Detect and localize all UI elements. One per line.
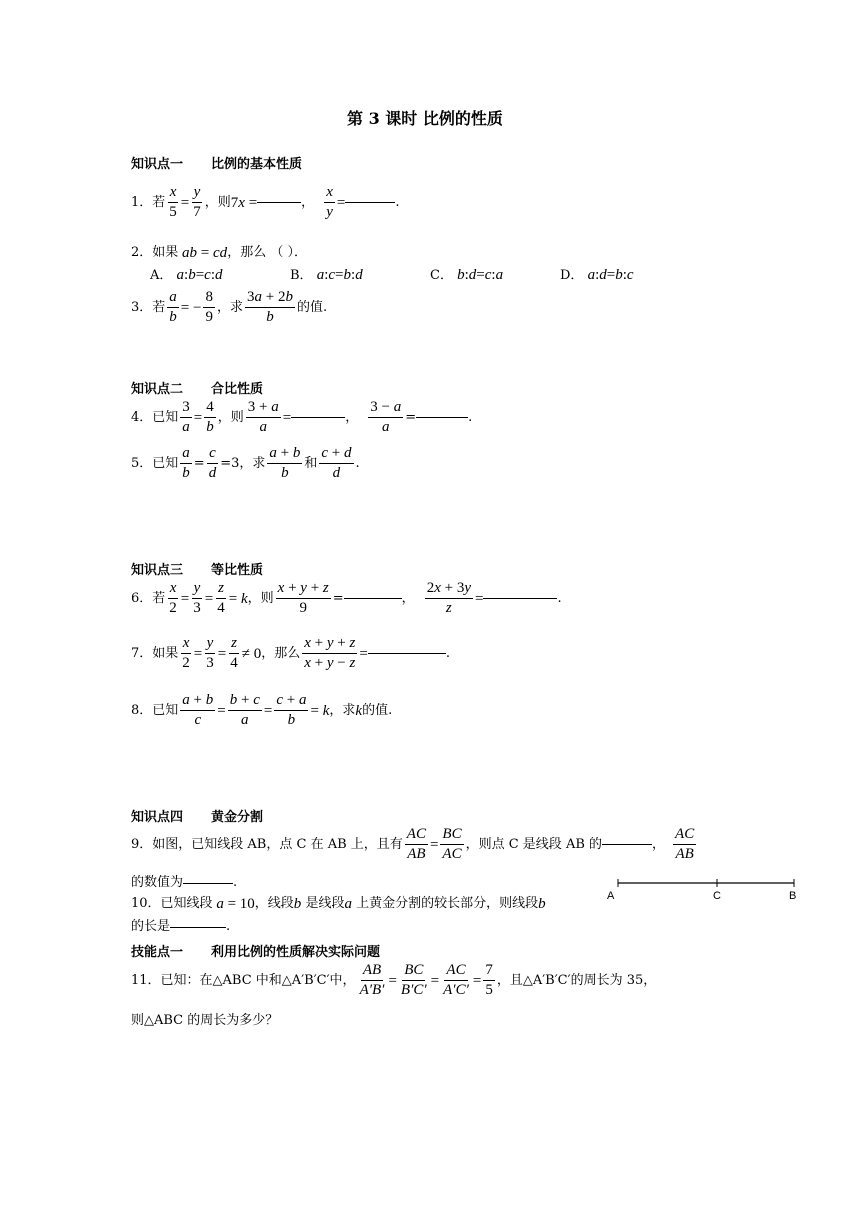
question-2-options bbox=[150, 266, 634, 285]
question-text: ，求 bbox=[216, 299, 243, 315]
section-heading-5 bbox=[131, 941, 380, 960]
question-text: 上黄金分割的较长部分，则线段 bbox=[356, 896, 539, 911]
point-label-b: B bbox=[789, 890, 797, 902]
question-text: ，则点 C 是线段 AB 的 bbox=[465, 836, 603, 852]
question-number: 10． bbox=[131, 896, 161, 911]
question-text: ，求 bbox=[329, 702, 356, 718]
option-a[interactable]: A． a:b=c:d bbox=[150, 267, 223, 283]
section-number: 知识点二 bbox=[131, 382, 184, 397]
section-name: 合比性质 bbox=[211, 382, 264, 397]
question-text: ，则 bbox=[217, 409, 244, 425]
question-number: 8． bbox=[131, 702, 153, 718]
question-text: ，则 bbox=[247, 590, 274, 606]
question-text: 若 bbox=[152, 194, 166, 210]
question-7: 7． 如果 $\frac{x}{2}$ = $\frac{y}{3}$ = $\frac{z}{4}$ ≠ 0 ，那么 $\frac{x + y + z}{x + y - z}$ = . bbox=[131, 635, 450, 671]
option-c[interactable]: C． b:d=c:a bbox=[430, 267, 504, 283]
question-number: 2． bbox=[131, 245, 153, 260]
question-text: 已知：在△ABC 中和△A′B′C′中， bbox=[160, 972, 356, 988]
question-number: 5． bbox=[131, 455, 153, 471]
question-text: 已知 bbox=[152, 409, 179, 425]
question-number: 1． bbox=[131, 194, 153, 210]
question-text: ，且△A′B′C′的周长为 35， bbox=[496, 972, 657, 988]
segment-figure bbox=[600, 872, 810, 906]
section-heading-1 bbox=[131, 153, 302, 172]
answer-blank[interactable] bbox=[183, 883, 233, 884]
question-text: 的值. bbox=[362, 702, 393, 718]
question-9-line-2: 的数值为 . bbox=[131, 875, 238, 890]
answer-blank[interactable] bbox=[483, 598, 557, 599]
section-name: 等比性质 bbox=[211, 563, 264, 578]
section-name: 利用比例的性质解决实际问题 bbox=[211, 945, 381, 960]
question-text: 如图，已知线段 AB，点 C 在 AB 上，且有 bbox=[152, 836, 403, 852]
question-text: 的数值为 bbox=[131, 875, 184, 890]
answer-blank[interactable] bbox=[602, 844, 652, 845]
question-4: 4． 已知 $\frac{3}{a}$ = $\frac{4}{b}$ ，则 $\frac{3 + a}{a}$ = ， $\frac{3 - a}{a}$ = . bbox=[131, 399, 473, 435]
question-8: 8． 已知 $\frac{a + b}{c}$ = $\frac{b + c}{a}$ = $\frac{c + a}{b}$ = k ，求 k 的值. bbox=[131, 692, 393, 728]
question-text: ， bbox=[301, 194, 315, 210]
section-name: 比例的基本性质 bbox=[211, 157, 303, 172]
question-text: 和 bbox=[304, 455, 318, 471]
question-number: 7． bbox=[131, 645, 153, 661]
question-text: 已知 bbox=[152, 455, 179, 471]
question-number: 6． bbox=[131, 590, 153, 606]
answer-blank[interactable] bbox=[170, 927, 226, 928]
section-number: 知识点一 bbox=[131, 157, 184, 172]
question-text: ，那么 （ ）． bbox=[227, 245, 307, 260]
question-9: 9． 如图，已知线段 AB，点 C 在 AB 上，且有 $\frac{AC}{AB}$ = $\frac{BC}{AC}$ ，则点 C 是线段 AB 的 ， $\frac{AC}{AB}$ bbox=[131, 826, 695, 862]
answer-blank[interactable] bbox=[368, 653, 446, 654]
answer-blank[interactable] bbox=[344, 598, 402, 599]
question-2: 2． 如果 ab = cd ，那么 （ ）． bbox=[131, 245, 307, 261]
question-text: 如果 bbox=[152, 245, 179, 260]
section-number: 知识点四 bbox=[131, 810, 184, 825]
point-label-a: A bbox=[607, 890, 615, 902]
question-number: 9． bbox=[131, 836, 153, 852]
option-d[interactable]: D． a:d=b:c bbox=[560, 267, 634, 283]
point-label-c: C bbox=[713, 890, 721, 902]
question-text: 是线段 bbox=[305, 896, 345, 911]
question-text: ， bbox=[401, 590, 415, 606]
answer-blank[interactable] bbox=[291, 417, 345, 418]
question-text: 若 bbox=[152, 590, 166, 606]
section-heading-3 bbox=[131, 559, 263, 578]
page-title: 第 3 课时 比例的性质 bbox=[347, 109, 503, 128]
question-3: 3． 若 $\frac{a}{b}$ = − $\frac{8}{9}$ ，求 $\frac{3a + 2b}{b}$ 的值. bbox=[131, 289, 328, 325]
section-heading-2 bbox=[131, 378, 263, 397]
section-number: 知识点三 bbox=[131, 563, 184, 578]
question-text: 若 bbox=[152, 299, 166, 315]
section-heading-4 bbox=[131, 806, 263, 825]
question-10-line-2: 的长是 . bbox=[131, 919, 231, 934]
question-number: 3． bbox=[131, 299, 153, 315]
question-10: 10． 已知线段 a = 10 ，线段 b 是线段 a 上黄金分割的较长部分，则线段 b bbox=[131, 896, 546, 912]
option-b[interactable]: B． a:c=b:d bbox=[290, 267, 363, 283]
question-text: 如果 bbox=[152, 645, 179, 661]
question-text: 已知线段 bbox=[160, 896, 213, 911]
question-1: 1． 若 $\frac{x}{5}$ = $\frac{y}{7}$ ，则 7 x = ， $\frac{x}{y}$ = . bbox=[131, 184, 400, 220]
question-text: 的值. bbox=[296, 299, 328, 315]
question-11-line-2: 则△ABC 的周长为多少？ bbox=[131, 1013, 279, 1028]
question-text: ， bbox=[345, 409, 359, 425]
section-number: 技能点一 bbox=[131, 945, 184, 960]
question-text: 的长是 bbox=[131, 919, 171, 934]
question-text: 已知 bbox=[152, 702, 179, 718]
answer-blank[interactable] bbox=[416, 417, 468, 418]
question-text: ，则 bbox=[204, 194, 231, 210]
question-text: ，线段 bbox=[254, 896, 294, 911]
question-text: ， bbox=[652, 836, 666, 852]
question-6: 6． 若 $\frac{x}{2}$ = $\frac{y}{3}$ = $\frac{z}{4}$ = k ，则 $\frac{x + y + z}{9}$ = ， $\frac{2x + 3y}{z}$ = . bbox=[131, 580, 562, 616]
question-text: ，那么 bbox=[261, 645, 301, 661]
question-text: =3，求 bbox=[220, 455, 266, 471]
answer-blank[interactable] bbox=[345, 202, 395, 203]
question-number: 4． bbox=[131, 409, 153, 425]
question-11: 11． 已知：在△ABC 中和△A′B′C′中， $\frac{AB}{A'B'}$ = $\frac{BC}{B'C'}$ = $\frac{AC}{A'C'}$ = $\frac{7}{5}$ ，且△A′B′C′的周长为 35， bbox=[131, 962, 657, 998]
question-number: 11． bbox=[131, 972, 161, 988]
question-5: 5． 已知 $\frac{a}{b}$ = $\frac{c}{d}$ =3，求 $\frac{a + b}{b}$ 和 $\frac{c + d}{d}$ . bbox=[131, 445, 360, 481]
answer-blank[interactable] bbox=[257, 202, 301, 203]
section-name: 黄金分割 bbox=[211, 810, 264, 825]
